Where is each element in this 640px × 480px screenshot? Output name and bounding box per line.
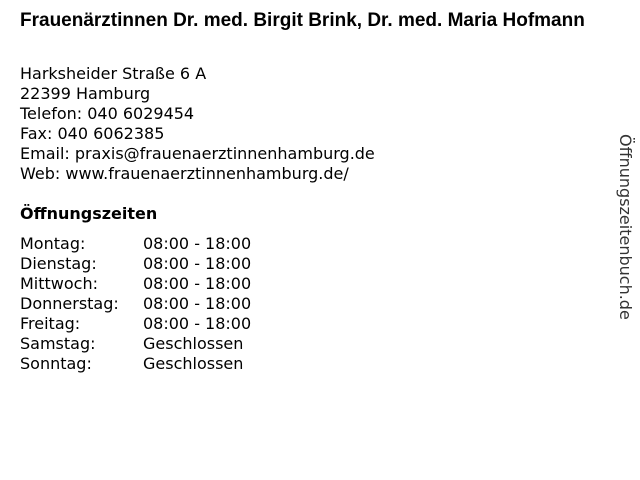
day-label: Mittwoch: [20,274,98,293]
city-address: 22399 Hamburg [20,84,151,103]
day-label: Dienstag: [20,254,97,273]
day-label: Samstag: [20,334,96,353]
hours-row-thursday [20,294,251,314]
day-label: Montag: [20,234,86,253]
opening-hours-list [20,234,251,374]
business-title: Frauenärztinnen Dr. med. Birgit Brink, Dr. med. Maria Hofmann [20,10,585,31]
hours-row-sunday [20,354,251,374]
phone-number: Telefon: 040 6029454 [20,104,195,123]
hours-row-friday [20,314,251,334]
time-value: Geschlossen [143,334,244,353]
time-value: 08:00 - 18:00 [143,274,252,293]
day-label: Donnerstag: [20,294,119,313]
hours-row-monday [20,234,251,254]
time-value: 08:00 - 18:00 [143,254,252,273]
day-label: Freitag: [20,314,81,333]
time-value: Geschlossen [143,354,244,373]
website-url: Web: www.frauenaerztinnenhamburg.de/ [20,164,349,183]
time-value: 08:00 - 18:00 [143,234,252,253]
opening-hours-heading: Öffnungszeiten [20,204,158,223]
time-value: 08:00 - 18:00 [143,314,252,333]
hours-row-tuesday [20,254,251,274]
fax-number: Fax: 040 6062385 [20,124,165,143]
hours-row-saturday [20,334,251,354]
time-value: 08:00 - 18:00 [143,294,252,313]
day-label: Sonntag: [20,354,92,373]
address-block [20,64,375,184]
email-address: Email: praxis@frauenaerztinnenhamburg.de [20,144,375,163]
brand-watermark: Öffnungszeitenbuch.de [616,134,635,320]
hours-row-wednesday [20,274,251,294]
street-address: Harksheider Straße 6 A [20,64,207,83]
